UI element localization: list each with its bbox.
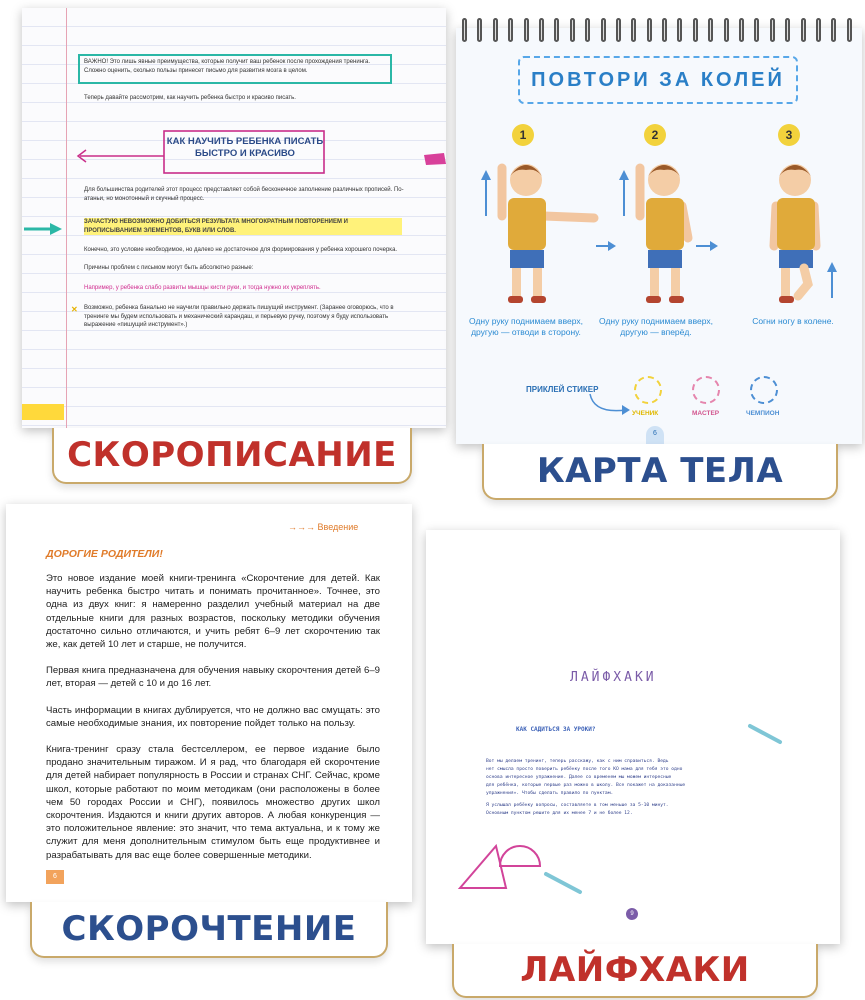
label-speed-reading: СКОРОЧТЕНИЕ — [61, 909, 357, 949]
sticker-slot-master[interactable] — [692, 376, 720, 404]
paragraph-1: Для большинства родителей этот процесс представляет собой бесконечное заполнение различных прописей. По-атаньи, но монотонный и скучный процесс. — [84, 187, 404, 202]
boy-figure-1 — [476, 146, 616, 316]
intro-text: Теперь давайте рассмотрим, как научить ребенка быстро и красиво писать. — [84, 95, 296, 101]
nav-arrows-icon: →→→ — [288, 522, 318, 532]
label-lifehacks: ЛАЙФХАКИ — [520, 950, 750, 990]
body-map-page — [456, 28, 862, 444]
lifehacks-page — [426, 530, 840, 944]
paragraph: Книга-тренинг сразу стала бестселлером, ее первое издание было продано значительным тиражом. И я рад, что благодаря ей скорочтение для детей набирает популярность в России и странах СНГ. Сейчас, кроме школ, которые работают по моим методикам (они расположены в более чем 50 городах России и СНГ), появилось множество других школ скорочтения. Издаются и книги других авторов. А любая конкуренция — это положительное явление: это значит, что тема актуальна, и к тому же служит для меня дополнительным стимулом быть еще продуктивнее и разрабатывать для вас еще более совершенные методики. — [46, 744, 380, 861]
page3-body — [46, 572, 380, 875]
pencil-icon — [746, 722, 786, 748]
level-master: МАСТЕР — [692, 410, 720, 417]
handwritten-notes — [486, 758, 786, 818]
step-caption-3: Согни ногу в колене. — [752, 316, 834, 326]
important-text: ВАЖНО! Это лишь явные преимущества, которые получит ваш ребенок после прохождения тренинга. Сложно оценить, сколько пользы принесет письмо для развития мозга в целом. — [84, 59, 371, 74]
label-plaque-handwriting — [52, 428, 412, 484]
paragraph: Первая книга предназначена для обучения навыку скорочтения детей 6–9 лет, вторая — детей с 10 и до 16 лет. — [46, 665, 380, 690]
page4-title: ЛАЙФХАКИ — [570, 670, 657, 685]
paragraph: Часть информации в книгах дублируется, что не должно вас смущать: это самые необходимые знания, их повторение пойдет только на пользу. — [46, 704, 380, 729]
label-plaque-body-map — [482, 444, 838, 500]
step-caption-2: Одну руку поднимаем вверх, другую — вперёд. — [599, 316, 713, 337]
sticker-slot-champion[interactable] — [750, 376, 778, 404]
level-student: УЧЕНИК — [632, 410, 659, 417]
pink-marker-icon — [424, 152, 446, 166]
step-number-2: 2 — [644, 124, 666, 146]
cross-icon: ✕ — [71, 305, 78, 314]
boy-figure-2 — [616, 146, 726, 316]
section-heading: КАК НАУЧИТЬ РЕБЕНКА ПИСАТЬ БЫСТРО И КРАСИВО — [166, 136, 324, 159]
page3-heading: ДОРОГИЕ РОДИТЕЛИ! — [46, 548, 163, 560]
label-plaque-lifehacks — [452, 944, 818, 998]
note-line: для ребёнка, которые первые раз можно в школу. Все покажет на доказанные — [486, 783, 686, 788]
teal-arrow-icon — [22, 221, 64, 237]
label-handwriting: СКОРОПИСАНИЕ — [67, 435, 397, 475]
note-line: Я услышал ребёнку вопросы, составляете в том меньше за 5-10 минут. — [486, 803, 669, 808]
sticker-slot-student[interactable] — [634, 376, 662, 404]
note-line: основа интересное упражнение. Далее со временем мы можем интересные — [486, 775, 672, 780]
yellow-page-tab — [22, 404, 64, 420]
paragraph: Это новое издание моей книги-тренинга «Скорочтение для детей. Как научить ребенка быстро читать и понимать прочитанное». Точнее, это одна из двух книг: я намеренно разделил учебный материал на две отдельные книги для разных возрастов, поскольку методики обучения достаточно сильно отличаются, и учить ребят 6–9 лет скорочтению так же, как детей 10 лет и старше, не получится. — [46, 573, 380, 651]
step-number-3: 3 — [778, 124, 800, 146]
page4-question: КАК САДИТЬСЯ ЗА УРОКИ? — [516, 726, 596, 733]
speed-reading-page — [6, 504, 412, 902]
sticker-label: ПРИКЛЕЙ СТИКЕР — [526, 385, 599, 394]
paragraph-4: Возможно, ребенка банально не научили правильно держать пишущий инструмент. (Заранее оговорюсь, что в тренинге мы будем использовать и механический карандаш, и перьевую ручку, поэтому я буду использовать выражение «пишущий инструмент».) — [84, 305, 394, 328]
note-line: Основным пунктом решите для их менее 7 и не более 12. — [486, 811, 633, 816]
page2-title: ПОВТОРИ ЗА КОЛЕЙ — [531, 68, 785, 91]
paragraph-3: Причины проблем с письмом могут быть абсолютно разные: — [84, 265, 254, 271]
note-line: упражнения». Чтобы сделать правило по пунктам. — [486, 791, 614, 796]
title-box — [518, 56, 798, 104]
level-champion: ЧЕМПИОН — [746, 410, 780, 417]
step-caption-1: Одну руку поднимаем вверх, другую — отводи в сторону. — [469, 316, 583, 337]
label-plaque-speed-reading — [30, 902, 388, 958]
highlight-text: ЗАЧАСТУЮ НЕВОЗМОЖНО ДОБИТЬСЯ РЕЗУЛЬТАТА МНОГОКРАТНЫМ ПОВТОРЕНИЕМ И ПРОПИСЫВАНИЕМ ЭЛЕМЕНТОВ, БУКВ ИЛИ СЛОВ. — [84, 218, 402, 235]
nav-breadcrumb — [288, 522, 358, 532]
page-number-tab: 6 — [646, 426, 664, 444]
boy-figure-3 — [746, 146, 856, 316]
pink-example-text: Например, у ребенка слабо развиты мышцы кисти руки, и тогда нужно их укреплять. — [84, 285, 321, 291]
page-number: 9 — [626, 908, 638, 920]
handwriting-page — [22, 8, 446, 428]
margin-line — [66, 8, 67, 428]
paragraph-2: Конечно, это условие необходимое, но далеко не достаточное для формирования у ребенка хорошего почерка. — [84, 247, 398, 253]
curved-arrow-icon — [586, 390, 636, 420]
spiral-binding — [462, 18, 852, 44]
note-line: Вот мы делаем тренинг, теперь расскажу, как с ним справиться. Ведь — [486, 759, 669, 764]
ruler-protractor-icon — [456, 836, 586, 896]
nav-label: Введение — [317, 522, 359, 532]
step-number-1: 1 — [512, 124, 534, 146]
note-line: нет смысла просто поверить ребёнку после того КО мама для тебя это одно — [486, 767, 683, 772]
page-number: 6 — [46, 870, 64, 884]
label-body-map: КАРТА ТЕЛА — [536, 451, 784, 491]
